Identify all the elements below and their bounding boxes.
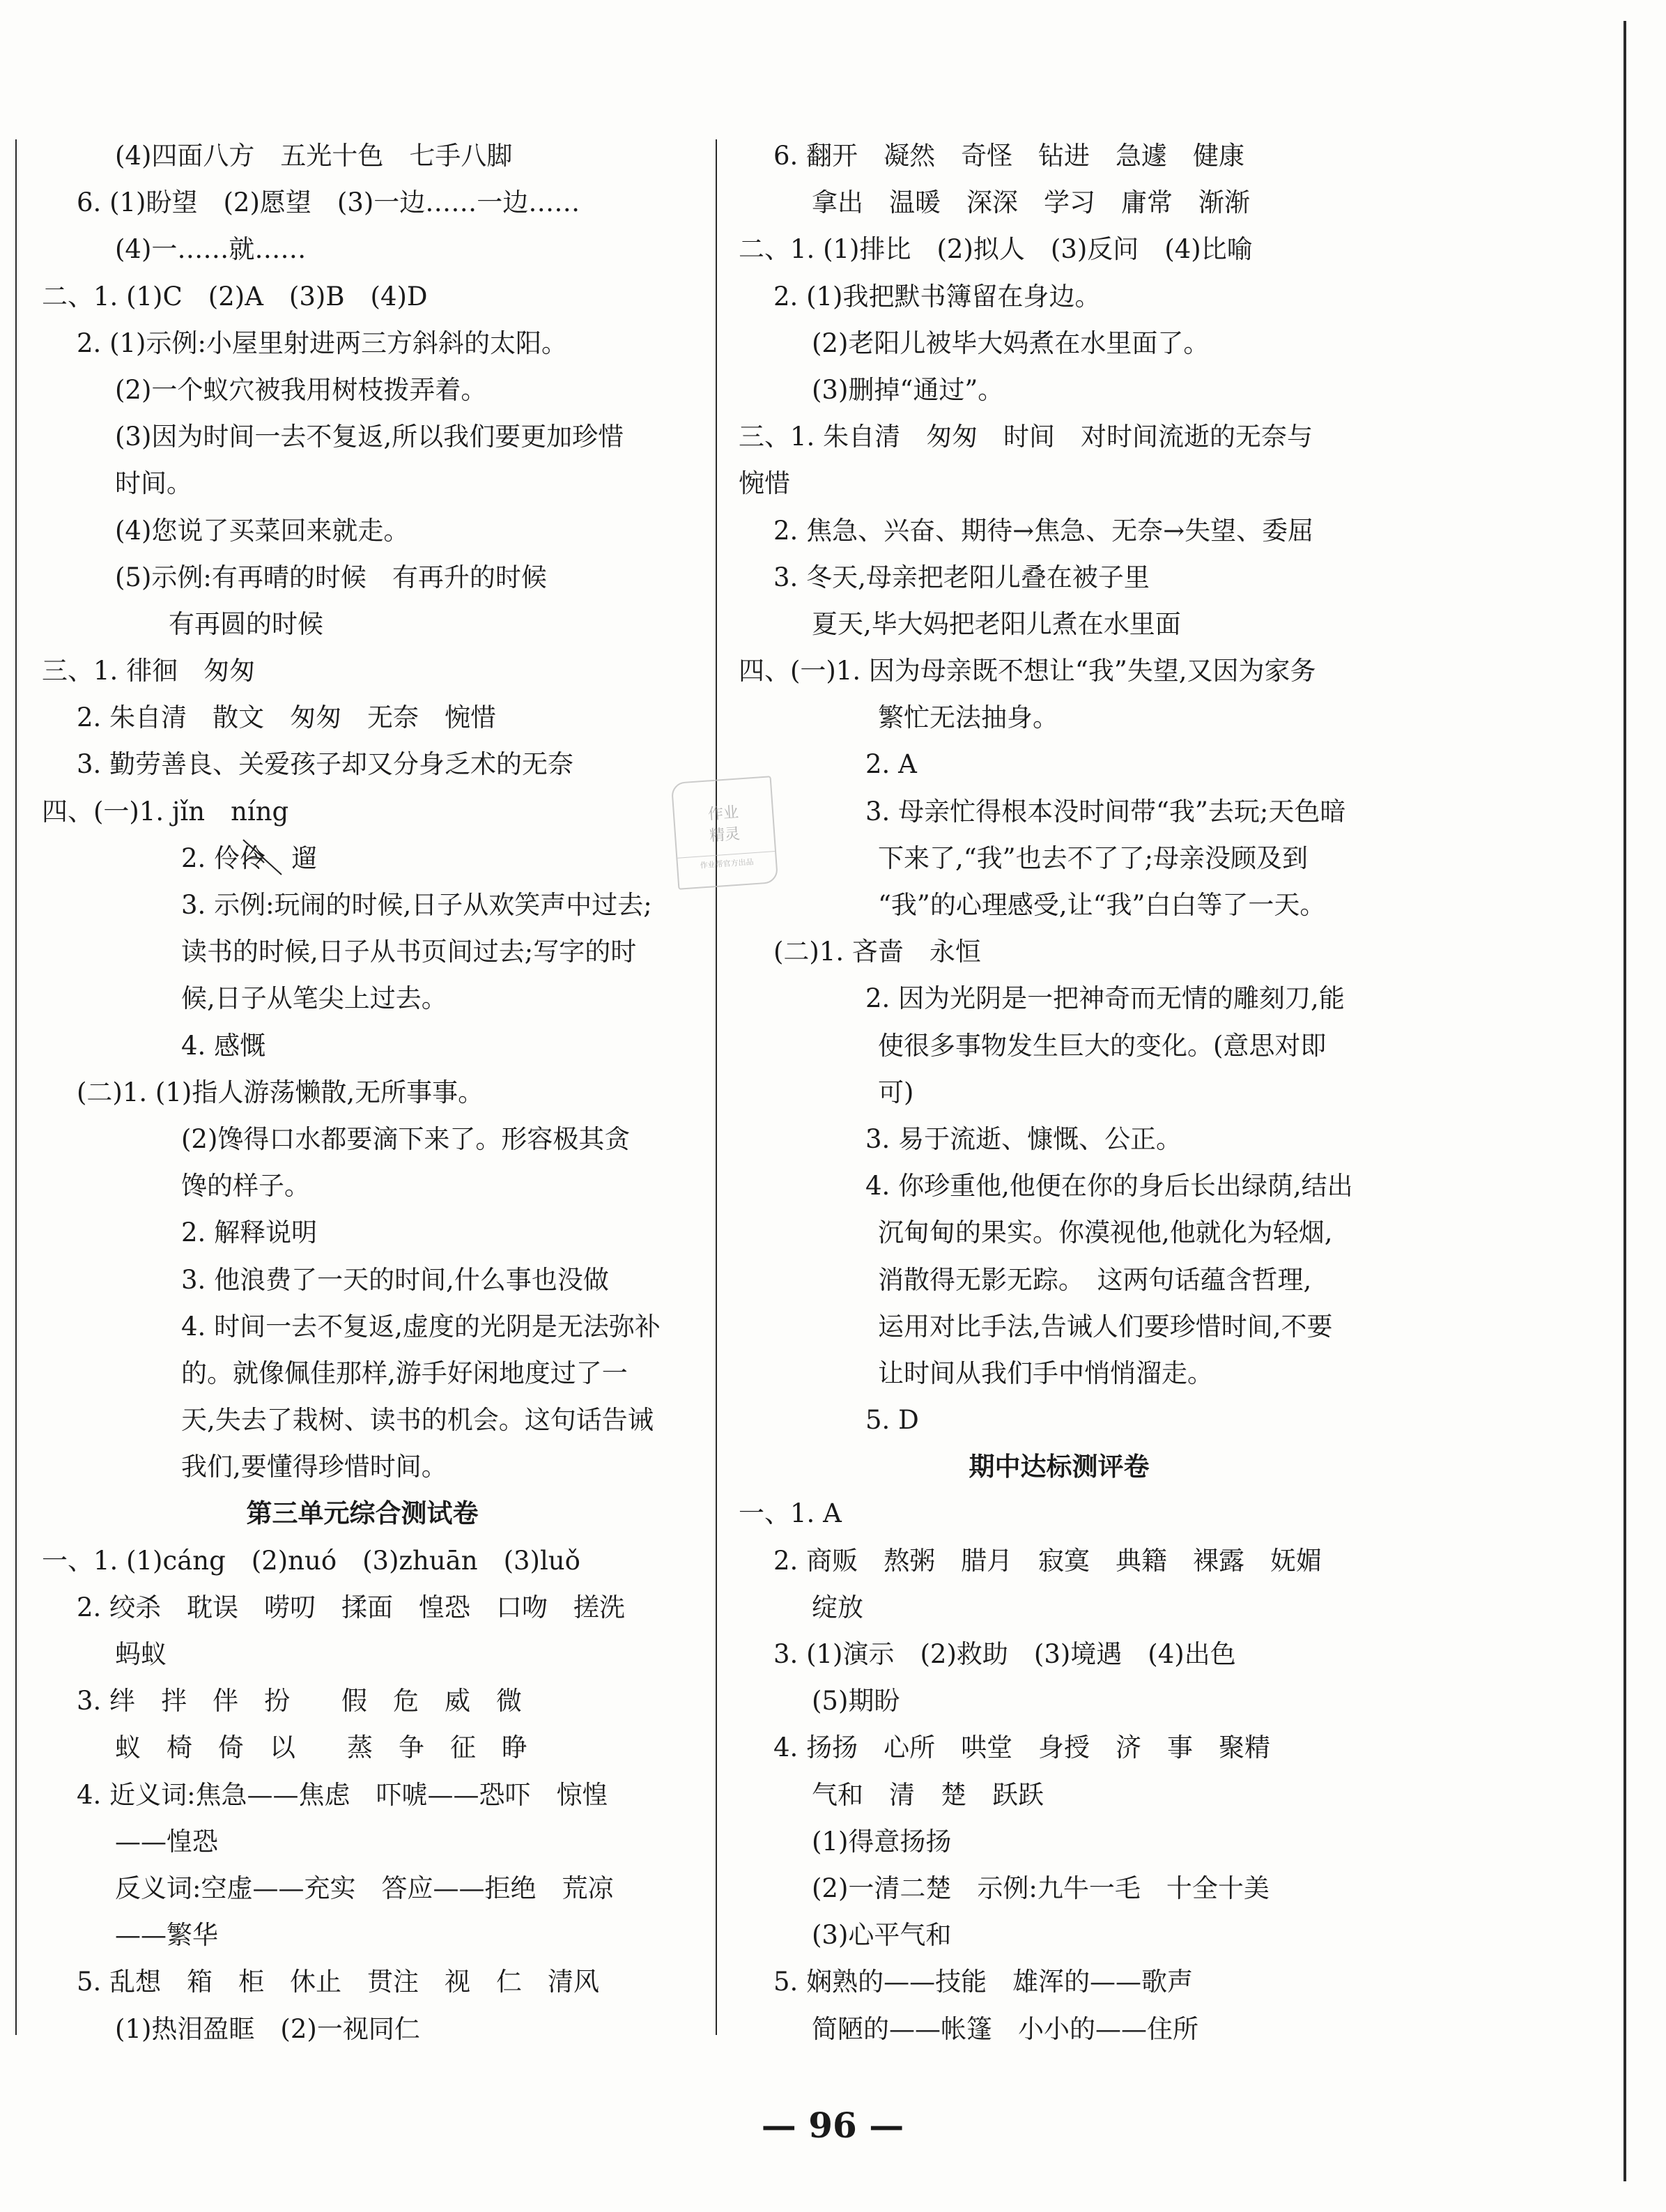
stamp-line3: 作业帮官方出品 — [677, 851, 776, 873]
answer-line: 4. 时间一去不复返,虚度的光阴是无法弥补 — [181, 1311, 661, 1342]
answer-line: 3. 冬天,母亲把老阳儿叠在被子里 — [773, 562, 1150, 592]
answer-line: 6. (1)盼望 (2)愿望 (3)一边……一边…… — [77, 187, 580, 218]
answer-line: (4)一……就…… — [115, 234, 307, 265]
answer-line: (3)删掉“通过”。 — [812, 374, 1004, 405]
answer-line: 可) — [878, 1077, 914, 1107]
answer-line: 时间。 — [115, 468, 192, 499]
stamp-line1: 作业 — [707, 804, 739, 824]
answer-line: 让时间从我们手中悄悄溜走。 — [878, 1358, 1213, 1388]
answer-line: 气和 清 楚 跃跃 — [812, 1779, 1044, 1810]
app-watermark-stamp — [671, 776, 778, 890]
left-margin-line — [15, 139, 17, 2035]
section-title: 期中达标测评卷 — [969, 1452, 1150, 1482]
answer-line: 四、(一)1. jǐn níng — [42, 796, 289, 827]
answer-line: 2. (1)我把默书簿留在身边。 — [773, 281, 1101, 312]
answer-line: 4. 近义词:焦急——焦虑 吓唬——恐吓 惊惶 — [77, 1779, 608, 1810]
answer-line: 2. 解释说明 — [181, 1218, 318, 1248]
handwritten-strike-mark — [240, 836, 288, 878]
answer-line: 6. 翻开 凝然 奇怪 钻进 急遽 健康 — [773, 141, 1245, 171]
answer-line: ——繁华 — [115, 1920, 218, 1951]
answer-line: 2. 伶伶 遛 — [181, 843, 318, 873]
answer-line: 下来了,“我”也去不了了;母亲没顾及到 — [878, 843, 1309, 873]
answer-line: 4. 扬扬 心所 哄堂 身授 济 事 聚精 — [773, 1733, 1271, 1763]
answer-line: 二、1. (1)排比 (2)拟人 (3)反问 (4)比喻 — [739, 234, 1253, 265]
answer-line: 馋的样子。 — [181, 1171, 310, 1201]
answer-line: 2. 商贩 熬粥 腊月 寂寞 典籍 裸露 妩媚 — [773, 1545, 1322, 1576]
answer-line: (5)期盼 — [812, 1686, 900, 1716]
answer-line: 简陋的——帐篷 小小的——住所 — [812, 2013, 1198, 2044]
answer-line: 3. 他浪费了一天的时间,什么事也没做 — [181, 1264, 609, 1295]
column-divider — [716, 139, 717, 2035]
answer-line: ——惶恐 — [115, 1826, 218, 1857]
answer-line: 有再圆的时候 — [169, 608, 323, 639]
answer-line: 3. (1)演示 (2)救助 (3)境遇 (4)出色 — [773, 1639, 1236, 1669]
answer-line: 3. 绊 拌 伴 扮 假 危 威 微 — [77, 1686, 523, 1716]
answer-line: “我”的心理感受,让“我”白白等了一天。 — [878, 890, 1326, 920]
answer-line: (3)心平气和 — [812, 1920, 952, 1951]
answer-line: 2. 绞杀 耽误 唠叨 揉面 惶恐 口吻 搓洗 — [77, 1592, 626, 1622]
answer-line: 2. 焦急、兴奋、期待→焦急、无奈→失望、委屈 — [773, 515, 1314, 546]
answer-line: (1)热泪盈眶 (2)一视同仁 — [115, 2013, 420, 2044]
answer-line: 拿出 温暖 深深 学习 庸常 渐渐 — [812, 187, 1250, 218]
answer-line: 2. 朱自清 散文 匆匆 无奈 惋惜 — [77, 702, 497, 733]
answer-line: 5. 乱想 箱 柜 休止 贯注 视 仁 清风 — [77, 1967, 600, 1997]
right-edge-line — [1623, 21, 1626, 2181]
answer-line: 5. D — [865, 1405, 919, 1436]
answer-line: 使很多事物发生巨大的变化。(意思对即 — [878, 1030, 1327, 1061]
answer-line: 2. A — [865, 749, 917, 780]
answer-line: 绽放 — [812, 1592, 863, 1622]
answer-line: (2)一个蚁穴被我用树枝拨弄着。 — [115, 374, 487, 405]
answer-line: (2)一清二楚 示例:九牛一毛 十全十美 — [812, 1873, 1270, 1903]
left-column — [42, 132, 683, 2052]
answer-line: (3)因为时间一去不复返,所以我们要更加珍惜 — [115, 422, 624, 452]
right-column — [739, 132, 1380, 2052]
answer-line: 惋惜 — [739, 468, 790, 499]
answer-line: 二、1. (1)C (2)A (3)B (4)D — [42, 281, 428, 312]
answer-line: 5. 娴熟的——技能 雄浑的——歌声 — [773, 1967, 1194, 1997]
answer-line: 3. 母亲忙得根本没时间带“我”去玩;天色暗 — [865, 796, 1346, 827]
answer-line: 2. 因为光阴是一把神奇而无情的雕刻刀,能 — [865, 983, 1345, 1014]
answer-line: 2. (1)示例:小屋里射进两三方斜斜的太阳。 — [77, 328, 567, 358]
answer-line: 运用对比手法,告诫人们要珍惜时间,不要 — [878, 1311, 1333, 1342]
answer-line: 反义词:空虚——充实 答应——拒绝 荒凉 — [115, 1873, 614, 1903]
answer-line: (4)四面八方 五光十色 七手八脚 — [115, 141, 513, 171]
answer-line: 3. 示例:玩闹的时候,日子从欢笑声中过去; — [181, 890, 652, 920]
answer-line: (2)老阳儿被毕大妈煮在水里面了。 — [812, 328, 1210, 358]
answer-line: 消散得无影无踪。 这两句话蕴含哲理, — [878, 1264, 1312, 1295]
answer-line: (2)馋得口水都要滴下来了。形容极其贪 — [181, 1123, 631, 1154]
answer-line: (4)您说了买菜回来就走。 — [115, 515, 410, 546]
answer-line: (1)得意扬扬 — [812, 1826, 952, 1857]
answer-line: 读书的时候,日子从书页间过去;写字的时 — [181, 937, 637, 967]
answer-line: 四、(一)1. 因为母亲既不想让“我”失望,又因为家务 — [739, 656, 1316, 686]
answer-line: 我们,要懂得珍惜时间。 — [181, 1452, 447, 1482]
answer-line: (5)示例:有再晴的时候 有再升的时候 — [115, 562, 547, 592]
answer-line: (二)1. (1)指人游荡懒散,无所事事。 — [77, 1077, 484, 1107]
answer-line: 候,日子从笔尖上过去。 — [181, 983, 447, 1014]
stamp-line2: 精灵 — [709, 825, 741, 845]
answer-line: 3. 易于流逝、慷慨、公正。 — [865, 1123, 1182, 1154]
answer-line: (二)1. 吝啬 永恒 — [773, 937, 981, 967]
answer-line: 蚂蚁 — [115, 1639, 167, 1669]
answer-line: 沉甸甸的果实。你漠视他,他就化为轻烟, — [878, 1218, 1333, 1248]
answer-line: 天,失去了栽树、读书的机会。这句话告诫 — [181, 1405, 654, 1436]
answer-line: 的。就像佩佳那样,游手好闲地度过了一 — [181, 1358, 628, 1388]
answer-line: 三、1. 徘徊 匆匆 — [42, 656, 256, 686]
answer-line: 蚁 椅 倚 以 蒸 争 征 睁 — [115, 1733, 527, 1763]
page-number: — 96 — — [761, 2105, 904, 2146]
answer-line: 4. 感慨 — [181, 1030, 266, 1061]
answer-line: 繁忙无法抽身。 — [878, 702, 1058, 733]
answer-line: 3. 勤劳善良、关爱孩子却又分身乏术的无奈 — [77, 749, 574, 780]
section-title: 第三单元综合测试卷 — [246, 1498, 479, 1529]
answer-line: 4. 你珍重他,他便在你的身后长出绿荫,结出 — [865, 1171, 1353, 1201]
answer-line: 夏天,毕大妈把老阳儿煮在水里面 — [812, 608, 1181, 639]
answer-line: 一、1. (1)cáng (2)nuó (3)zhuān (3)luǒ — [42, 1545, 580, 1576]
answer-line: 一、1. A — [739, 1498, 842, 1529]
answer-line: 三、1. 朱自清 匆匆 时间 对时间流逝的无奈与 — [739, 422, 1313, 452]
